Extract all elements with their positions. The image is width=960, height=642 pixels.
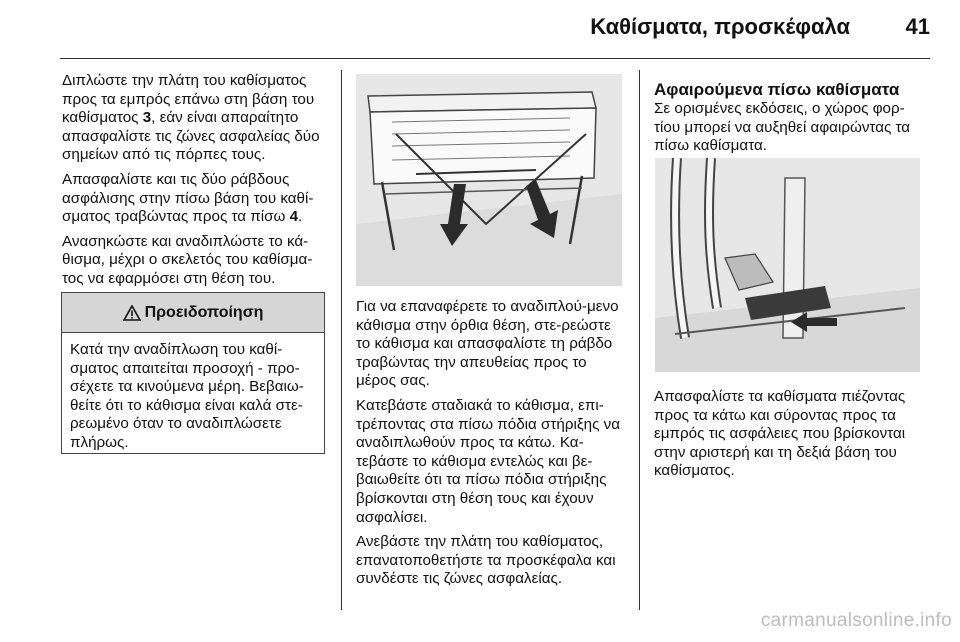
warning-box: [61, 292, 325, 454]
column-3: [654, 80, 926, 162]
page-title: Καθίσματα, προσκέφαλα: [590, 14, 850, 39]
paragraph: Σε ορισμένες εκδόσεις, ο χώρος φορ-τίου μπορεί να αυξηθεί αφαιρώντας τα πίσω καθίσματα.: [654, 100, 911, 155]
seat-latch-illustration: [655, 158, 920, 372]
column-divider: [341, 70, 342, 610]
warning-icon: [123, 305, 141, 321]
section-heading: Αφαιρούμενα πίσω καθίσματα: [654, 80, 900, 99]
warning-header: [62, 293, 324, 333]
column-1: [62, 72, 330, 295]
warning-title: Προειδοποίηση: [144, 303, 264, 321]
column-3-lower: [654, 388, 926, 487]
paragraph: Για να επαναφέρετε το αναδιπλού-μενο κάθισμα στην όρθια θέση, στε-ρεώστε το κάθισμα και απασφαλίστε τη ράβδο τραβώντας την απευθείας προς το μέρος σας.: [356, 298, 619, 390]
paragraph: Διπλώστε την πλάτη του καθίσματος προς τα εμπρός επάνω στη βάση του καθίσματος 3, εάν είναι απαραίτητο απασφαλίστε τις ζώνες ασφαλείας δύο σημείων από τις πόρπες τους.: [62, 72, 320, 164]
column-divider: [639, 70, 640, 610]
header-divider: [60, 58, 930, 59]
paragraph: Ανασηκώστε και αναδιπλώστε το κά-θισμα, μέχρι ο σκελετός του καθίσμα-τος να εφαρμόσει στη θέση του.: [62, 232, 313, 287]
paragraph: Απασφαλίστε και τις δύο ράβδους ασφάλισης στην πίσω βάση του καθί-σματος τραβώντας προς τα πίσω 4.: [62, 170, 314, 226]
watermark: carmanualsonline.info: [760, 610, 952, 631]
paragraph: Κατεβάστε σταδιακά το κάθισμα, επι-τρέποντας στα πίσω πόδια στήριξης να αναδιπλωθούν προς τα κάτω. Κα-τεβάστε το κάθισμα εντελώς και βε-βαιωθείτε ότι τα πίσω πόδια στήριξης βρίσκονται στη θέση τους και έχουν ασφαλίσει.: [356, 396, 621, 526]
column-2: [356, 298, 628, 595]
seat-fold-illustration: [356, 74, 622, 286]
warning-text: Κατά την αναδίπλωση του καθί-σματος απαιτείται προσοχή - προ-σέχετε τα κινούμενα μέρη. Βεβαιω-θείτε ότι το κάθισμα είναι καλά στε-ρεωμένο όταν το αναδιπλώσετε πλήρως.: [70, 341, 304, 451]
page-number: 41: [905, 14, 930, 39]
paragraph: Απασφαλίστε τα καθίσματα πιέζοντας προς τα κάτω και σύροντας προς τα εμπρός τις ασφάλειες που βρίσκονται στην αριστερή και τη δεξιά βάση του καθίσματος.: [654, 388, 906, 480]
paragraph: Ανεβάστε την πλάτη του καθίσματος, επανατοποθετήστε τα προσκέφαλα και συνδέστε τις ζώνες ασφαλείας.: [356, 533, 616, 588]
